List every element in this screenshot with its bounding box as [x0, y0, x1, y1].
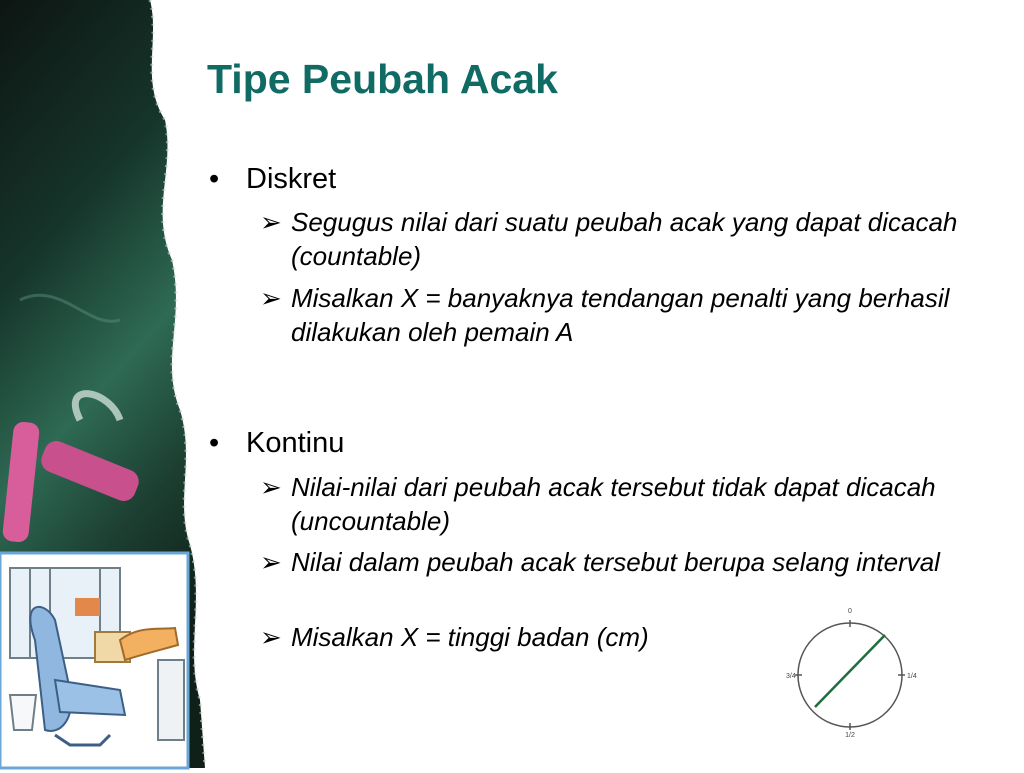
slide-title: Tipe Peubah Acak	[207, 56, 558, 102]
sub-bullet-item	[260, 205, 981, 273]
sub-bullet-text: Misalkan X = banyaknya tendangan penalti yang berhasil dilakukan oleh pemain A	[291, 283, 950, 347]
arrow-bullet-icon: ➢	[260, 283, 282, 313]
sub-bullet-item	[260, 545, 981, 579]
arrow-bullet-icon: ➢	[260, 547, 282, 577]
sub-bullet-item	[260, 281, 981, 349]
dial-label-bottom: 1/2	[845, 732, 855, 739]
arrow-bullet-icon: ➢	[260, 207, 282, 237]
bullet-dot-icon: •	[209, 163, 220, 195]
bullet-dot-icon: •	[209, 427, 220, 459]
dial-circle-icon	[785, 605, 915, 740]
dial-illustration	[785, 605, 915, 740]
dial-label-right: 1/4	[907, 673, 917, 680]
sub-bullet-text: Segugus nilai dari suatu peubah acak yang dapat dicacah (countable)	[291, 207, 958, 271]
sub-bullet-text: Misalkan X = tinggi badan (cm)	[291, 622, 649, 652]
bullet-item-kontinu	[209, 427, 345, 460]
arrow-bullet-icon: ➢	[260, 472, 282, 502]
sub-bullet-item	[260, 470, 981, 538]
bullet-item-diskret	[209, 163, 337, 196]
sub-bullet-text: Nilai dalam peubah acak tersebut berupa selang interval	[291, 547, 940, 577]
bullet-heading: Diskret	[246, 163, 337, 195]
arrow-bullet-icon: ➢	[260, 622, 282, 652]
sub-bullet-text: Nilai-nilai dari peubah acak tersebut tidak dapat dicacah (uncountable)	[291, 472, 936, 536]
dial-label-top: 0	[848, 608, 852, 615]
bullet-heading: Kontinu	[246, 427, 345, 459]
dial-needle	[815, 635, 885, 707]
dial-label-left: 3/4	[786, 673, 796, 680]
